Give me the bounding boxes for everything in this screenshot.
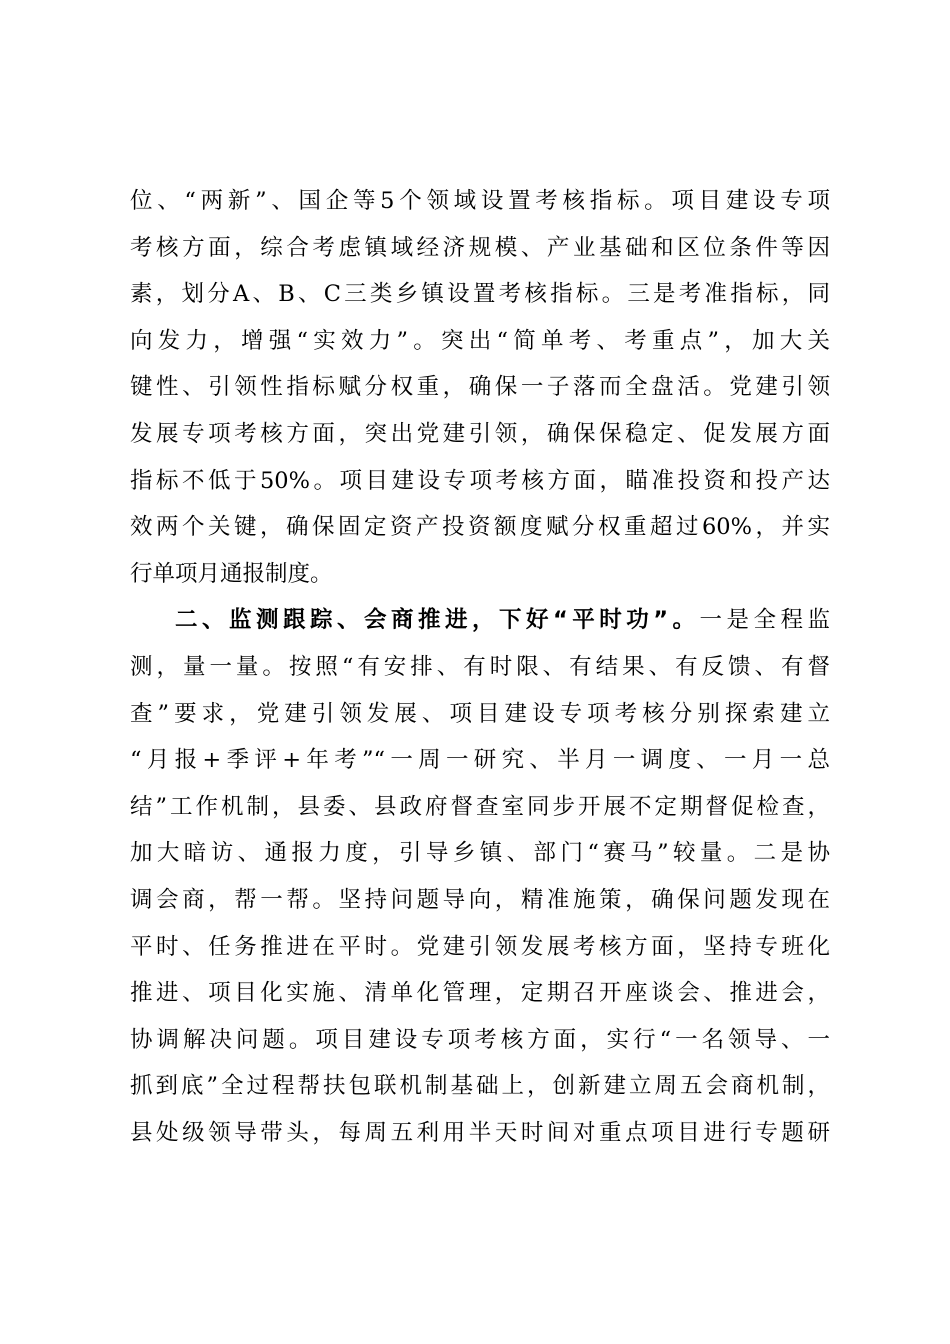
text-line: 推进、项目化实施、清单化管理，定期召开座谈会、推进会， [130,980,830,1007]
text-line: “月报+季评+年考”“一周一研究、半月一调度、一月一总 [130,747,830,774]
text-line: 键性、引领性指标赋分权重，确保一子落而全盘活。党建引领 [130,374,830,401]
text-line: 加大暗访、通报力度，引导乡镇、部门“赛马”较量。二是协 [130,840,830,867]
text-line: 测，量一量。按照“有安排、有时限、有结果、有反馈、有督 [130,653,830,680]
section-heading-line [130,597,830,644]
section-heading: 二、监测跟踪、会商推进，下好“平时功”。 [175,607,700,634]
section-heading-continuation: 一是全程监 [699,607,830,634]
text-line: 向发力，增强“实效力”。突出“简单考、考重点”，加大关 [130,327,830,354]
text-line: 抓到底”全过程帮扶包联机制基础上，创新建立周五会商机制， [130,1073,830,1100]
text-line: 结”工作机制，县委、县政府督查室同步开展不定期督促检查， [130,793,830,820]
text-line: 素，划分A、B、C三类乡镇设置考核指标。三是考准指标，同 [130,281,830,308]
text-line: 县处级领导带头，每周五利用半天时间对重点项目进行专题研 [130,1119,830,1146]
text-line: 考核方面，综合考虑镇域经济规模、产业基础和区位条件等因 [130,234,830,261]
text-line: 效两个关键，确保固定资产投资额度赋分权重超过60%，并实 [130,514,830,541]
text-line: 指标不低于50%。项目建设专项考核方面，瞄准投资和投产达 [130,467,830,494]
body-text [130,178,830,1156]
text-line: 位、“两新”、国企等5个领域设置考核指标。项目建设专项 [130,188,830,214]
text-line: 协调解决问题。项目建设专项考核方面，实行“一名领导、一 [130,1026,830,1053]
text-line: 查”要求，党建引领发展、项目建设专项考核分别探索建立 [130,700,830,727]
text-line: 调会商，帮一帮。坚持问题导向，精准施策，确保问题发现在 [130,886,830,913]
text-line: 发展专项考核方面，突出党建引领，确保保稳定、促发展方面 [130,420,830,447]
text-line: 行单项月通报制度。 [130,560,333,587]
text-line: 平时、任务推进在平时。党建引领发展考核方面，坚持专班化 [130,933,830,960]
